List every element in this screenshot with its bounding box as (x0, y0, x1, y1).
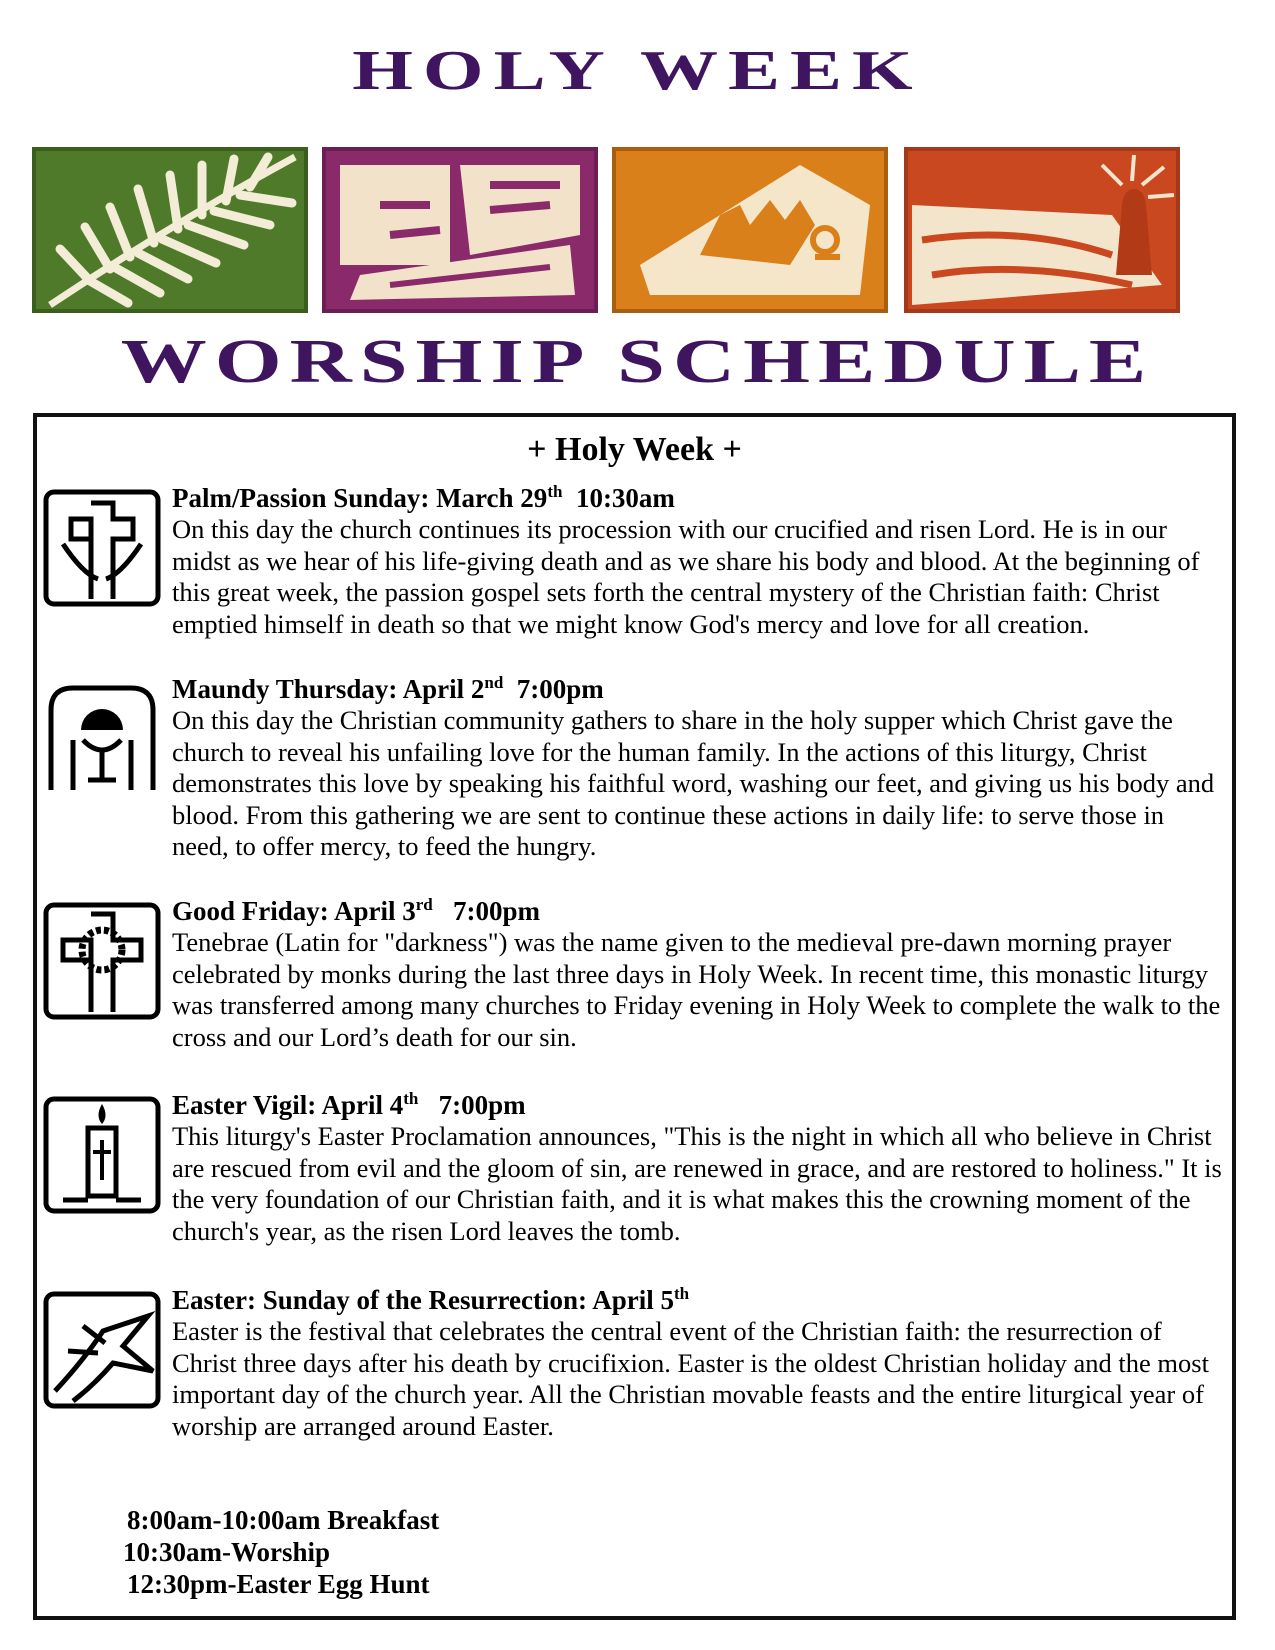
easter-events-list (123, 1504, 440, 1600)
easter-event-egg-hunt: 12:30pm-Easter Egg Hunt (127, 1569, 430, 1599)
entry-title: Maundy Thursday: April 2nd 7:00pm (172, 673, 604, 704)
schedule-heading: + Holy Week + (527, 431, 742, 468)
entry-title: Good Friday: April 3rd 7:00pm (172, 895, 541, 926)
entry-description: This liturgy's Easter Proclamation announces, "This is the night in which all who believe in Christ are rescued from evil and the gloom of sin, are renewed in grace, and are restored to holiness." It is the very foundation of our Christian faith, and it is what makes this the crowning moment of the church's year, as the risen Lord leaves the tomb. (172, 1121, 1222, 1246)
schedule-box (33, 413, 1236, 1620)
entry-title: Easter: Sunday of the Resurrection: April 5th (172, 1284, 690, 1315)
palm-cross-icon (43, 489, 161, 607)
paschal-candle-icon (43, 1096, 161, 1214)
chalice-hands-icon (43, 680, 161, 798)
entry-description: Tenebrae (Latin for "darkness") was the name given to the medieval pre-dawn morning prayer celebrated by monks during the last three days in Holy Week. In recent time, this monastic liturgy was transferred among many churches to Friday evening in Holy Week to complete the walk to the cross and our Lord’s death for our sin. (172, 927, 1221, 1052)
pierced-hand-icon (610, 145, 890, 315)
entry-description: Easter is the festival that celebrates the central event of the Christian faith: the resurrection of Christ three days after his death by crucifixion. Easter is the oldest Christian holiday and the most important day of the church year. All the Christian movable feasts and the entire liturgical year of worship are arranged around Easter. (172, 1316, 1209, 1441)
easter-lily-icon (43, 1291, 161, 1409)
cross-crown-of-thorns-icon (43, 902, 161, 1020)
entry-description: On this day the church continues its procession with our crucified and risen Lord. He is in our midst as we hear of his life-giving death and as we share his body and blood. At the beginning of this great week, the passion gospel sets forth the central mystery of the Christian faith: Christ emptied himself in death so that we might know God's mercy and love for all creation. (172, 514, 1200, 639)
page-title-holy-week: HOLY WEEK (352, 38, 923, 102)
banner-tiles (30, 145, 1245, 315)
palm-branch-icon (30, 145, 310, 315)
page-title-worship-schedule: WORSHIP SCHEDULE (120, 326, 1155, 396)
bread-cup-icon (320, 145, 600, 315)
easter-event-worship: 10:30am-Worship (123, 1537, 331, 1567)
entry-title: Palm/Passion Sunday: March 29th 10:30am (172, 482, 675, 513)
easter-event-breakfast: 8:00am-10:00am Breakfast (127, 1505, 440, 1535)
empty-tomb-figure-icon (902, 145, 1182, 315)
entry-description: On this day the Christian community gathers to share in the holy supper which Christ gave the church to reveal his unfailing love for the human family. In the actions of this liturgy, Christ demonstrates this love by speaking his faithful word, washing our feet, and giving us his body and blood. From this gathering we are sent to continue these actions in daily life: to serve those in need, to offer mercy, to feed the hungry. (172, 705, 1215, 861)
entry-title: Easter Vigil: April 4th 7:00pm (172, 1089, 526, 1120)
